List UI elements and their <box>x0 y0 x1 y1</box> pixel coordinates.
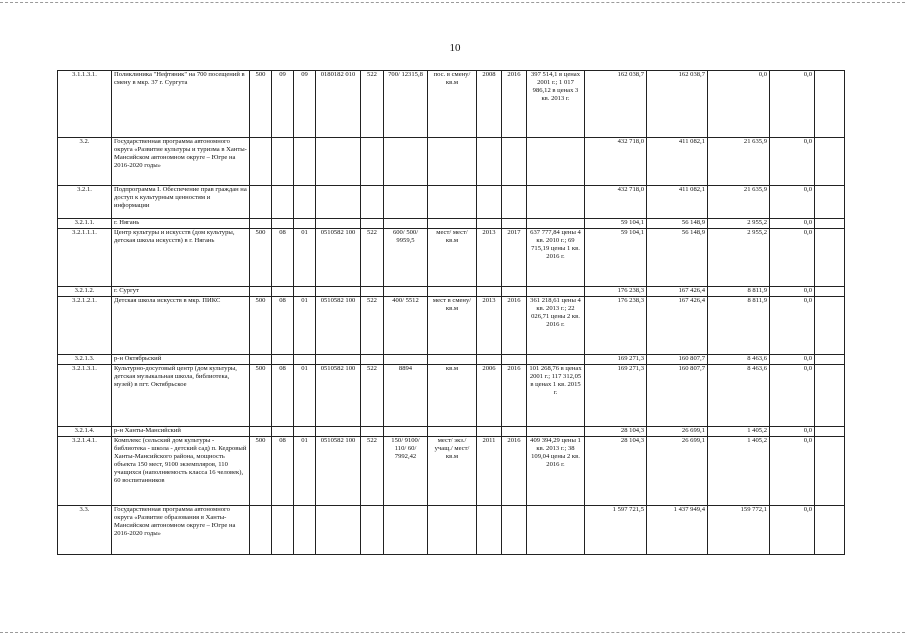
capacity-unit-cell <box>428 427 477 437</box>
other-sources-cell: 0,0 <box>770 437 815 506</box>
capacity-cell: 600/ 500/ 9959,5 <box>384 229 428 287</box>
capacity-cell <box>384 186 428 219</box>
end-year-cell: 2016 <box>502 437 527 506</box>
cofinancing-amount-cell: 1 405,2 <box>708 437 770 506</box>
total-amount-cell: 176 238,3 <box>585 287 647 297</box>
subsection-code-cell: 01 <box>294 297 316 355</box>
total-amount-cell: 169 271,3 <box>585 355 647 365</box>
ministry-code-cell <box>250 219 272 229</box>
expense-type-code-cell: 522 <box>361 365 384 427</box>
total-amount-cell: 59 104,1 <box>585 219 647 229</box>
total-amount-cell: 1 597 721,5 <box>585 506 647 555</box>
estimated-cost-cell <box>527 219 585 229</box>
capacity-unit-cell: мест/ мест/ кв.м <box>428 229 477 287</box>
start-year-cell <box>477 355 502 365</box>
extra-cell-cell <box>815 229 845 287</box>
subsection-code-cell <box>294 427 316 437</box>
section-code-cell: 08 <box>272 437 294 506</box>
row-code-cell: 3.1.1.3.1. <box>58 71 112 138</box>
row-code-cell: 3.2.1. <box>58 186 112 219</box>
capacity-cell: 150/ 9100/ 110/ 60/ 7992,42 <box>384 437 428 506</box>
row-code-cell: 3.2.1.4. <box>58 427 112 437</box>
estimated-cost-cell: 361 218,61 цены 4 кв. 2013 г.; 22 026,71 цены 2 кв. 2016 г. <box>527 297 585 355</box>
scan-edge-bottom <box>0 632 905 633</box>
start-year-cell: 2008 <box>477 71 502 138</box>
object-name-cell: Подпрограмма I. Обеспечение прав граждан на доступ к культурным ценностям и информации <box>112 186 250 219</box>
row-code-cell: 3.2. <box>58 138 112 186</box>
budget-amount-cell: 26 699,1 <box>647 437 708 506</box>
extra-cell-cell <box>815 219 845 229</box>
cofinancing-amount-cell: 8 811,9 <box>708 297 770 355</box>
subsection-code-cell <box>294 355 316 365</box>
other-sources-cell: 0,0 <box>770 71 815 138</box>
table-row <box>58 365 845 427</box>
row-code-cell: 3.3. <box>58 506 112 555</box>
expense-type-code-cell <box>361 219 384 229</box>
other-sources-cell: 0,0 <box>770 219 815 229</box>
other-sources-cell: 0,0 <box>770 186 815 219</box>
object-name-cell: р-н Ханты-Мансийский <box>112 427 250 437</box>
row-code-cell: 3.2.1.2. <box>58 287 112 297</box>
row-code-cell: 3.2.1.1.1. <box>58 229 112 287</box>
subsection-code-cell: 01 <box>294 437 316 506</box>
budget-amount-cell: 160 807,7 <box>647 355 708 365</box>
expense-type-code-cell <box>361 427 384 437</box>
capacity-cell: 8894 <box>384 365 428 427</box>
estimated-cost-cell: 409 394,29 цены 1 кв. 2013 г.; 38 109,04 цены 2 кв. 2016 г. <box>527 437 585 506</box>
target-article-code-cell <box>316 219 361 229</box>
expense-type-code-cell <box>361 355 384 365</box>
table-row <box>58 427 845 437</box>
total-amount-cell: 169 271,3 <box>585 365 647 427</box>
cofinancing-amount-cell: 21 635,9 <box>708 138 770 186</box>
extra-cell-cell <box>815 427 845 437</box>
expense-type-code-cell: 522 <box>361 297 384 355</box>
extra-cell-cell <box>815 437 845 506</box>
cofinancing-amount-cell: 1 405,2 <box>708 427 770 437</box>
total-amount-cell: 28 104,3 <box>585 427 647 437</box>
budget-amount-cell: 56 148,9 <box>647 219 708 229</box>
ministry-code-cell <box>250 506 272 555</box>
start-year-cell: 2013 <box>477 229 502 287</box>
total-amount-cell: 28 104,3 <box>585 437 647 506</box>
target-article-code-cell: 0510582 100 <box>316 365 361 427</box>
other-sources-cell: 0,0 <box>770 506 815 555</box>
other-sources-cell: 0,0 <box>770 138 815 186</box>
row-code-cell: 3.2.1.1. <box>58 219 112 229</box>
start-year-cell: 2013 <box>477 297 502 355</box>
other-sources-cell: 0,0 <box>770 427 815 437</box>
investment-table <box>57 70 845 555</box>
target-article-code-cell: 0180182 010 <box>316 71 361 138</box>
object-name-cell: р-н Октябрьский <box>112 355 250 365</box>
total-amount-cell: 432 718,0 <box>585 186 647 219</box>
section-code-cell: 08 <box>272 365 294 427</box>
row-code-cell: 3.2.1.2.1. <box>58 297 112 355</box>
object-name-cell: Культурно-досуговый центр (дом культуры, детская музыкальная школа, библиотека, музей) в пгт. Октябрьское <box>112 365 250 427</box>
start-year-cell <box>477 186 502 219</box>
capacity-cell: 700/ 12315,8 <box>384 71 428 138</box>
extra-cell-cell <box>815 355 845 365</box>
cofinancing-amount-cell: 8 463,6 <box>708 355 770 365</box>
start-year-cell: 2006 <box>477 365 502 427</box>
row-code-cell: 3.2.1.4.1. <box>58 437 112 506</box>
other-sources-cell: 0,0 <box>770 287 815 297</box>
estimated-cost-cell <box>527 138 585 186</box>
target-article-code-cell <box>316 138 361 186</box>
capacity-unit-cell <box>428 219 477 229</box>
extra-cell-cell <box>815 297 845 355</box>
end-year-cell <box>502 427 527 437</box>
subsection-code-cell <box>294 506 316 555</box>
estimated-cost-cell: 637 777,84 цены 4 кв. 2010 г.; 69 715,19 цены 1 кв. 2016 г. <box>527 229 585 287</box>
section-code-cell <box>272 219 294 229</box>
table-row <box>58 186 845 219</box>
other-sources-cell: 0,0 <box>770 365 815 427</box>
object-name-cell: г. Сургут <box>112 287 250 297</box>
extra-cell-cell <box>815 506 845 555</box>
budget-amount-cell: 411 082,1 <box>647 138 708 186</box>
expense-type-code-cell: 522 <box>361 71 384 138</box>
cofinancing-amount-cell: 2 955,2 <box>708 219 770 229</box>
end-year-cell <box>502 186 527 219</box>
estimated-cost-cell <box>527 506 585 555</box>
capacity-cell <box>384 219 428 229</box>
other-sources-cell: 0,0 <box>770 355 815 365</box>
budget-amount-cell: 1 437 949,4 <box>647 506 708 555</box>
ministry-code-cell: 500 <box>250 71 272 138</box>
scan-edge-top <box>0 2 905 3</box>
end-year-cell: 2016 <box>502 71 527 138</box>
expense-type-code-cell: 522 <box>361 229 384 287</box>
start-year-cell <box>477 287 502 297</box>
subsection-code-cell: 01 <box>294 229 316 287</box>
estimated-cost-cell <box>527 427 585 437</box>
cofinancing-amount-cell: 2 955,2 <box>708 229 770 287</box>
expense-type-code-cell: 522 <box>361 437 384 506</box>
object-name-cell: г. Нягань <box>112 219 250 229</box>
ministry-code-cell: 500 <box>250 437 272 506</box>
table-row <box>58 287 845 297</box>
capacity-unit-cell: мест в смену/ кв.м <box>428 297 477 355</box>
row-code-cell: 3.2.1.3. <box>58 355 112 365</box>
capacity-cell <box>384 138 428 186</box>
end-year-cell: 2016 <box>502 365 527 427</box>
object-name-cell: Государственная программа автономного округа «Развитие образования в Ханты-Мансийском автономном округе – Югре на 2016-2020 годы» <box>112 506 250 555</box>
total-amount-cell: 176 238,3 <box>585 297 647 355</box>
capacity-unit-cell <box>428 355 477 365</box>
start-year-cell <box>477 506 502 555</box>
budget-amount-cell: 26 699,1 <box>647 427 708 437</box>
cofinancing-amount-cell: 21 635,9 <box>708 186 770 219</box>
capacity-cell <box>384 355 428 365</box>
subsection-code-cell <box>294 287 316 297</box>
table-row <box>58 71 845 138</box>
estimated-cost-cell <box>527 287 585 297</box>
end-year-cell <box>502 506 527 555</box>
ministry-code-cell <box>250 355 272 365</box>
subsection-code-cell <box>294 138 316 186</box>
capacity-unit-cell: пос. в смену/ кв.м <box>428 71 477 138</box>
capacity-cell <box>384 287 428 297</box>
other-sources-cell: 0,0 <box>770 297 815 355</box>
capacity-unit-cell <box>428 287 477 297</box>
target-article-code-cell: 0510582 100 <box>316 229 361 287</box>
target-article-code-cell <box>316 186 361 219</box>
capacity-unit-cell: мест/ экз./ учащ./ мест/ кв.м <box>428 437 477 506</box>
table-row <box>58 229 845 287</box>
end-year-cell <box>502 219 527 229</box>
subsection-code-cell: 09 <box>294 71 316 138</box>
target-article-code-cell <box>316 355 361 365</box>
table-row <box>58 138 845 186</box>
ministry-code-cell <box>250 138 272 186</box>
target-article-code-cell <box>316 427 361 437</box>
capacity-unit-cell: кв.м <box>428 365 477 427</box>
capacity-unit-cell <box>428 186 477 219</box>
end-year-cell: 2016 <box>502 297 527 355</box>
total-amount-cell: 59 104,1 <box>585 229 647 287</box>
start-year-cell <box>477 427 502 437</box>
ministry-code-cell <box>250 427 272 437</box>
table-row <box>58 297 845 355</box>
capacity-cell: 400/ 5512 <box>384 297 428 355</box>
budget-amount-cell: 411 082,1 <box>647 186 708 219</box>
budget-amount-cell: 56 148,9 <box>647 229 708 287</box>
estimated-cost-cell: 101 268,76 в ценах 2001 г.; 117 312,05 в ценах 1 кв. 2015 г. <box>527 365 585 427</box>
start-year-cell <box>477 219 502 229</box>
end-year-cell <box>502 355 527 365</box>
end-year-cell <box>502 138 527 186</box>
section-code-cell <box>272 138 294 186</box>
object-name-cell: Детская школа искусств в мкр. ПИКС <box>112 297 250 355</box>
expense-type-code-cell <box>361 506 384 555</box>
extra-cell-cell <box>815 138 845 186</box>
expense-type-code-cell <box>361 138 384 186</box>
start-year-cell <box>477 138 502 186</box>
table-row <box>58 506 845 555</box>
start-year-cell: 2011 <box>477 437 502 506</box>
table-row <box>58 437 845 506</box>
estimated-cost-cell <box>527 186 585 219</box>
capacity-cell <box>384 506 428 555</box>
budget-amount-cell: 160 807,7 <box>647 365 708 427</box>
extra-cell-cell <box>815 186 845 219</box>
capacity-unit-cell <box>428 138 477 186</box>
page-number: 10 <box>449 42 461 54</box>
object-name-cell: Комплекс (сельский дом культуры - библиотека - школа - детский сад) п. Кедровый Ханты-Мансийского района, мощность объекта 150 мест, 9100 экземпляров, 110 учащихся (наполняемость класса 16 человек), 60 воспитанников <box>112 437 250 506</box>
target-article-code-cell: 0510582 100 <box>316 437 361 506</box>
ministry-code-cell <box>250 186 272 219</box>
total-amount-cell: 432 718,0 <box>585 138 647 186</box>
section-code-cell <box>272 355 294 365</box>
end-year-cell: 2017 <box>502 229 527 287</box>
extra-cell-cell <box>815 71 845 138</box>
section-code-cell <box>272 506 294 555</box>
capacity-unit-cell <box>428 506 477 555</box>
section-code-cell <box>272 186 294 219</box>
estimated-cost-cell: 397 514,1 в ценах 2001 г.; 1 017 986,12 в ценах 3 кв. 2013 г. <box>527 71 585 138</box>
section-code-cell: 08 <box>272 229 294 287</box>
subsection-code-cell <box>294 186 316 219</box>
cofinancing-amount-cell: 8 811,9 <box>708 287 770 297</box>
cofinancing-amount-cell: 159 772,1 <box>708 506 770 555</box>
section-code-cell: 09 <box>272 71 294 138</box>
section-code-cell <box>272 287 294 297</box>
budget-amount-cell: 162 038,7 <box>647 71 708 138</box>
target-article-code-cell: 0510582 100 <box>316 297 361 355</box>
object-name-cell: Центр культуры и искусств (дом культуры, детская школа искусств) в г. Нягань <box>112 229 250 287</box>
ministry-code-cell: 500 <box>250 365 272 427</box>
end-year-cell <box>502 287 527 297</box>
extra-cell-cell <box>815 287 845 297</box>
subsection-code-cell: 01 <box>294 365 316 427</box>
ministry-code-cell <box>250 287 272 297</box>
total-amount-cell: 162 038,7 <box>585 71 647 138</box>
expense-type-code-cell <box>361 287 384 297</box>
cofinancing-amount-cell: 8 463,6 <box>708 365 770 427</box>
expense-type-code-cell <box>361 186 384 219</box>
table-row <box>58 355 845 365</box>
other-sources-cell: 0,0 <box>770 229 815 287</box>
ministry-code-cell: 500 <box>250 297 272 355</box>
capacity-cell <box>384 427 428 437</box>
budget-amount-cell: 167 426,4 <box>647 287 708 297</box>
section-code-cell <box>272 427 294 437</box>
target-article-code-cell <box>316 506 361 555</box>
table-row <box>58 219 845 229</box>
estimated-cost-cell <box>527 355 585 365</box>
budget-amount-cell: 167 426,4 <box>647 297 708 355</box>
object-name-cell: Поликлиника "Нефтяник" на 700 посещений в смену в мкр. 37 г. Сургута <box>112 71 250 138</box>
ministry-code-cell: 500 <box>250 229 272 287</box>
target-article-code-cell <box>316 287 361 297</box>
subsection-code-cell <box>294 219 316 229</box>
cofinancing-amount-cell: 0,0 <box>708 71 770 138</box>
object-name-cell: Государственная программа автономного округа «Развитие культуры и туризма в Ханты-Мансийском автономном округе – Югре на 2016-2020 годы» <box>112 138 250 186</box>
section-code-cell: 08 <box>272 297 294 355</box>
row-code-cell: 3.2.1.3.1. <box>58 365 112 427</box>
extra-cell-cell <box>815 365 845 427</box>
